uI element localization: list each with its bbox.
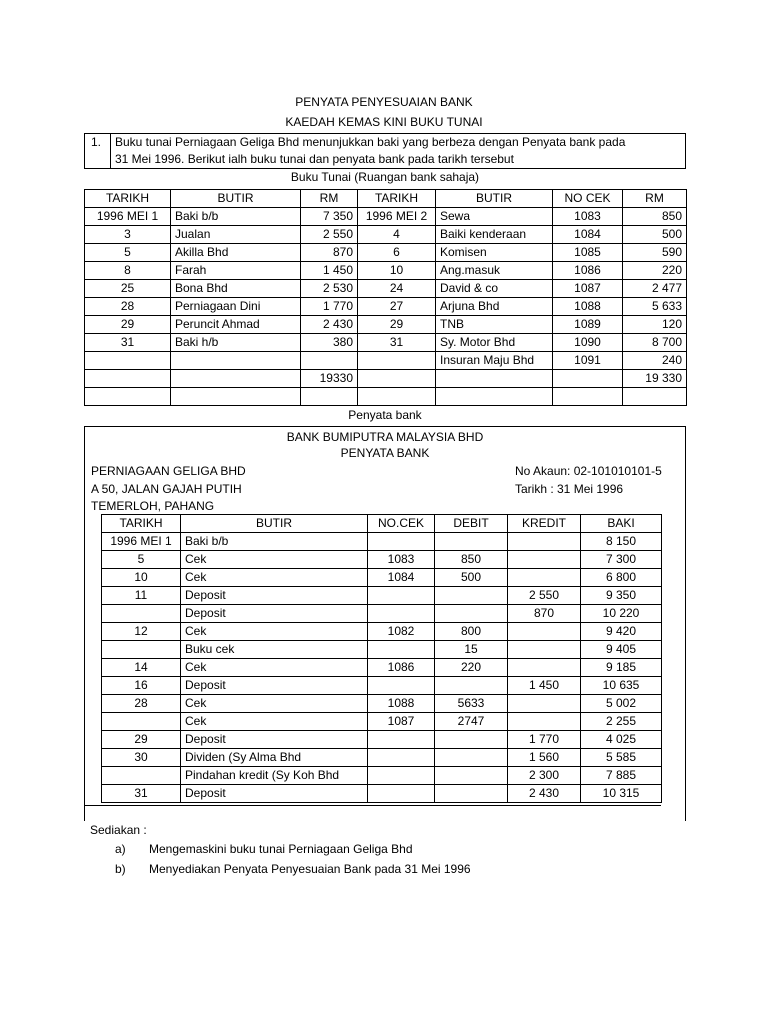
cashbook-cell	[301, 352, 358, 370]
cashbook-cell	[358, 352, 436, 370]
statement-cell	[368, 677, 435, 695]
cashbook-cell: Ang.masuk	[436, 262, 553, 280]
question-line-1: Buku tunai Perniagaan Geliga Bhd menunjukkan baki yang berbeza dengan Penyata bank pada	[115, 135, 626, 149]
statement-cell: 10	[102, 569, 181, 587]
statement-cell	[368, 605, 435, 623]
cashbook-cell: 31	[358, 334, 436, 352]
statement-cell: 10 315	[581, 785, 662, 803]
cashbook-cell: 1 770	[301, 298, 358, 316]
cashbook-row	[85, 298, 687, 316]
cashbook-cell: Sewa	[436, 208, 553, 226]
cashbook-cell	[171, 370, 301, 388]
statement-cell: 1 560	[508, 749, 581, 767]
cashbook-cell: Jualan	[171, 226, 301, 244]
cashbook-cell: TNB	[436, 316, 553, 334]
cashbook-cell: Sy. Motor Bhd	[436, 334, 553, 352]
statement-caption: Penyata bank	[348, 408, 422, 422]
cashbook-cell	[85, 388, 171, 406]
cashbook-cell: 28	[85, 298, 171, 316]
statement-cell	[102, 605, 181, 623]
statement-cell: 2 550	[508, 587, 581, 605]
statement-cell: Deposit	[181, 731, 368, 749]
statement-cell: Deposit	[181, 785, 368, 803]
statement-cell	[368, 533, 435, 551]
task-label-a: a)	[115, 842, 126, 856]
cashbook-cell: 27	[358, 298, 436, 316]
cashbook-cell: Insuran Maju Bhd	[436, 352, 553, 370]
statement-header-cell: BAKI	[581, 515, 662, 533]
statement-cell: 11	[102, 587, 181, 605]
statement-cell	[508, 551, 581, 569]
cashbook-cell: Farah	[171, 262, 301, 280]
statement-cell: 800	[435, 623, 508, 641]
statement-cell: 9 405	[581, 641, 662, 659]
statement-cell: 1 770	[508, 731, 581, 749]
statement-cell: 2 300	[508, 767, 581, 785]
cashbook-cell: 2 550	[301, 226, 358, 244]
cashbook-cell: 1996 MEI 1	[85, 208, 171, 226]
statement-row	[102, 569, 662, 587]
statement-cell	[435, 605, 508, 623]
statement-cell: 2 430	[508, 785, 581, 803]
cashbook-cell: 7 350	[301, 208, 358, 226]
cashbook-cell: 380	[301, 334, 358, 352]
statement-cell: Baki b/b	[181, 533, 368, 551]
statement-cell: 16	[102, 677, 181, 695]
question-number: 1.	[91, 135, 102, 149]
statement-cell	[508, 713, 581, 731]
statement-cell: 2 255	[581, 713, 662, 731]
statement-cell: 1087	[368, 713, 435, 731]
cashbook-cell: Bona Bhd	[171, 280, 301, 298]
cashbook-header-cell: BUTIR	[436, 190, 553, 208]
cashbook-cell	[85, 370, 171, 388]
cashbook-cell: 25	[85, 280, 171, 298]
statement-header-cell: TARIKH	[102, 515, 181, 533]
tasks-heading: Sediakan :	[90, 823, 147, 837]
cashbook-cell: 870	[301, 244, 358, 262]
page-title: PENYATA PENYESUAIAN BANK	[295, 95, 473, 109]
statement-cell: 870	[508, 605, 581, 623]
statement-cell: 14	[102, 659, 181, 677]
bank-name: BANK BUMIPUTRA MALAYSIA BHD	[286, 430, 484, 444]
cashbook-cell: 29	[358, 316, 436, 334]
statement-cell: 6 800	[581, 569, 662, 587]
statement-header-cell: DEBIT	[435, 515, 508, 533]
cashbook-header	[85, 190, 687, 208]
statement-cell	[508, 623, 581, 641]
statement-header-cell: BUTIR	[181, 515, 368, 533]
statement-cell: Deposit	[181, 605, 368, 623]
cashbook-cell: 19 330	[623, 370, 687, 388]
statement-row	[102, 659, 662, 677]
statement-cell: 1082	[368, 623, 435, 641]
cashbook-cell	[171, 352, 301, 370]
cashbook-cell: 5 633	[623, 298, 687, 316]
cashbook-cell: 1091	[553, 352, 623, 370]
statement-cell	[435, 677, 508, 695]
statement-cell: 10 220	[581, 605, 662, 623]
cashbook-caption: Buku Tunai (Ruangan bank sahaja)	[290, 170, 480, 184]
customer-name: PERNIAGAAN GELIGA BHD	[91, 464, 246, 478]
question-box	[84, 133, 686, 169]
cashbook-cell: 5	[85, 244, 171, 262]
statement-header	[102, 515, 662, 533]
cashbook-cell: Komisen	[436, 244, 553, 262]
cashbook-cell: 2 430	[301, 316, 358, 334]
question-line-2: 31 Mei 1996. Berikut ialh buku tunai dan penyata bank pada tarikh tersebut	[115, 152, 514, 166]
task-text-b: Menyediakan Penyata Penyesuaian Bank pada 31 Mei 1996	[149, 862, 471, 876]
cashbook-cell: Akilla Bhd	[171, 244, 301, 262]
cashbook-cell: 500	[623, 226, 687, 244]
cashbook-cell	[358, 388, 436, 406]
statement-cell: 5 002	[581, 695, 662, 713]
cashbook-cell	[436, 370, 553, 388]
cashbook-header-cell: TARIKH	[358, 190, 436, 208]
statement-cell: 5	[102, 551, 181, 569]
cashbook-cell: 29	[85, 316, 171, 334]
cashbook-cell: 1086	[553, 262, 623, 280]
cashbook-table	[84, 189, 687, 406]
cashbook-cell: 1089	[553, 316, 623, 334]
cashbook-cell: Baki h/b	[171, 334, 301, 352]
statement-cell: Cek	[181, 551, 368, 569]
cashbook-cell: 1 450	[301, 262, 358, 280]
statement-cell: 1088	[368, 695, 435, 713]
cashbook-header-cell: NO CEK	[553, 190, 623, 208]
statement-row	[102, 623, 662, 641]
statement-row	[102, 767, 662, 785]
cashbook-cell: 590	[623, 244, 687, 262]
cashbook-cell: 3	[85, 226, 171, 244]
cashbook-cell: Peruncit Ahmad	[171, 316, 301, 334]
cashbook-row	[85, 208, 687, 226]
cashbook-cell: 1083	[553, 208, 623, 226]
statement-row	[102, 695, 662, 713]
statement-cell	[508, 695, 581, 713]
statement-cell	[508, 659, 581, 677]
statement-cell	[368, 641, 435, 659]
statement-cell: 9 420	[581, 623, 662, 641]
statement-cell	[508, 533, 581, 551]
statement-cell	[435, 533, 508, 551]
cashbook-cell: 1090	[553, 334, 623, 352]
statement-cell	[435, 767, 508, 785]
statement-cell: 10 635	[581, 677, 662, 695]
cashbook-cell: 1088	[553, 298, 623, 316]
cashbook-row	[85, 334, 687, 352]
cashbook-cell: Baiki kenderaan	[436, 226, 553, 244]
statement-row	[102, 587, 662, 605]
cashbook-row	[85, 244, 687, 262]
statement-row	[102, 641, 662, 659]
cashbook-cell: 19330	[301, 370, 358, 388]
cashbook-cell: Baki b/b	[171, 208, 301, 226]
statement-cell	[435, 587, 508, 605]
task-text-a: Mengemaskini buku tunai Perniagaan Geliga Bhd	[149, 842, 413, 856]
cashbook-cell	[436, 388, 553, 406]
statement-title: PENYATA BANK	[340, 446, 430, 460]
statement-cell: Buku cek	[181, 641, 368, 659]
cashbook-row	[85, 262, 687, 280]
statement-cell: 7 300	[581, 551, 662, 569]
statement-header-cell: NO.CEK	[368, 515, 435, 533]
statement-cell: 5 585	[581, 749, 662, 767]
cashbook-cell	[358, 370, 436, 388]
statement-cell	[435, 731, 508, 749]
cashbook-row	[85, 388, 687, 406]
customer-address-1: A 50, JALAN GAJAH PUTIH	[91, 482, 242, 496]
statement-cell: 12	[102, 623, 181, 641]
statement-cell	[368, 587, 435, 605]
statement-header-cell: KREDIT	[508, 515, 581, 533]
statement-cell	[508, 641, 581, 659]
statement-cell: 8 150	[581, 533, 662, 551]
account-number: No Akaun: 02-101010101-5	[515, 464, 662, 478]
cashbook-header-cell: BUTIR	[171, 190, 301, 208]
statement-cell	[435, 749, 508, 767]
statement-cell	[368, 767, 435, 785]
statement-row	[102, 749, 662, 767]
cashbook-cell	[623, 388, 687, 406]
cashbook-header-cell: TARIKH	[85, 190, 171, 208]
statement-cell: 220	[435, 659, 508, 677]
statement-cell: 30	[102, 749, 181, 767]
cashbook-row	[85, 226, 687, 244]
cashbook-cell: 1996 MEI 2	[358, 208, 436, 226]
statement-row	[102, 677, 662, 695]
cashbook-cell: 2 530	[301, 280, 358, 298]
cashbook-cell: David & co	[436, 280, 553, 298]
statement-row	[102, 533, 662, 551]
cashbook-cell: 240	[623, 352, 687, 370]
cashbook-cell: 4	[358, 226, 436, 244]
statement-cell: Cek	[181, 569, 368, 587]
statement-cell: 29	[102, 731, 181, 749]
cashbook-cell: 1087	[553, 280, 623, 298]
statement-cell: Cek	[181, 713, 368, 731]
statement-cell: 1 450	[508, 677, 581, 695]
cashbook-cell: 1084	[553, 226, 623, 244]
cashbook-cell: Perniagaan Dini	[171, 298, 301, 316]
cashbook-cell: 31	[85, 334, 171, 352]
statement-cell: 31	[102, 785, 181, 803]
statement-cell: 2747	[435, 713, 508, 731]
statement-cell: 500	[435, 569, 508, 587]
statement-row	[102, 731, 662, 749]
cashbook-cell	[85, 352, 171, 370]
statement-cell: 1084	[368, 569, 435, 587]
statement-cell: 9 350	[581, 587, 662, 605]
statement-cell: Cek	[181, 695, 368, 713]
statement-cell: 7 885	[581, 767, 662, 785]
cashbook-cell: 120	[623, 316, 687, 334]
statement-table	[101, 514, 662, 803]
cashbook-cell: 10	[358, 262, 436, 280]
cashbook-cell	[171, 388, 301, 406]
cashbook-row	[85, 280, 687, 298]
cashbook-header-cell: RM	[623, 190, 687, 208]
cashbook-cell: 24	[358, 280, 436, 298]
statement-cell: 1083	[368, 551, 435, 569]
cashbook-cell: 220	[623, 262, 687, 280]
statement-cell: Cek	[181, 659, 368, 677]
cashbook-cell: 1085	[553, 244, 623, 262]
cashbook-cell	[301, 388, 358, 406]
page-subtitle: KAEDAH KEMAS KINI BUKU TUNAI	[285, 115, 483, 129]
statement-cell: 1086	[368, 659, 435, 677]
customer-address-2: TEMERLOH, PAHANG	[91, 499, 215, 513]
statement-row	[102, 785, 662, 803]
cashbook-cell	[553, 388, 623, 406]
statement-row	[102, 605, 662, 623]
statement-cell: 5633	[435, 695, 508, 713]
cashbook-header-cell: RM	[301, 190, 358, 208]
statement-cell	[102, 713, 181, 731]
statement-cell: 9 185	[581, 659, 662, 677]
cashbook-cell: 8 700	[623, 334, 687, 352]
statement-date: Tarikh : 31 Mei 1996	[515, 482, 624, 496]
statement-cell	[368, 731, 435, 749]
statement-cell: Deposit	[181, 587, 368, 605]
statement-cell: Dividen (Sy Alma Bhd	[181, 749, 368, 767]
statement-cell	[102, 767, 181, 785]
cashbook-row	[85, 352, 687, 370]
statement-cell	[435, 785, 508, 803]
statement-cell: 1996 MEI 1	[102, 533, 181, 551]
statement-row	[102, 551, 662, 569]
task-label-b: b)	[115, 862, 126, 876]
cashbook-cell: 6	[358, 244, 436, 262]
statement-cell	[508, 569, 581, 587]
cashbook-cell	[553, 370, 623, 388]
statement-cell: Deposit	[181, 677, 368, 695]
cashbook-cell: 8	[85, 262, 171, 280]
statement-row	[102, 713, 662, 731]
cashbook-cell: Arjuna Bhd	[436, 298, 553, 316]
statement-cell: 15	[435, 641, 508, 659]
statement-cell: 28	[102, 695, 181, 713]
statement-cell: Cek	[181, 623, 368, 641]
statement-cell	[368, 785, 435, 803]
cashbook-row	[85, 370, 687, 388]
statement-cell	[368, 749, 435, 767]
statement-cell: Pindahan kredit (Sy Koh Bhd	[181, 767, 368, 785]
cashbook-cell: 2 477	[623, 280, 687, 298]
statement-cell: 850	[435, 551, 508, 569]
cashbook-row	[85, 316, 687, 334]
statement-cell: 4 025	[581, 731, 662, 749]
statement-cell	[102, 641, 181, 659]
cashbook-cell: 850	[623, 208, 687, 226]
